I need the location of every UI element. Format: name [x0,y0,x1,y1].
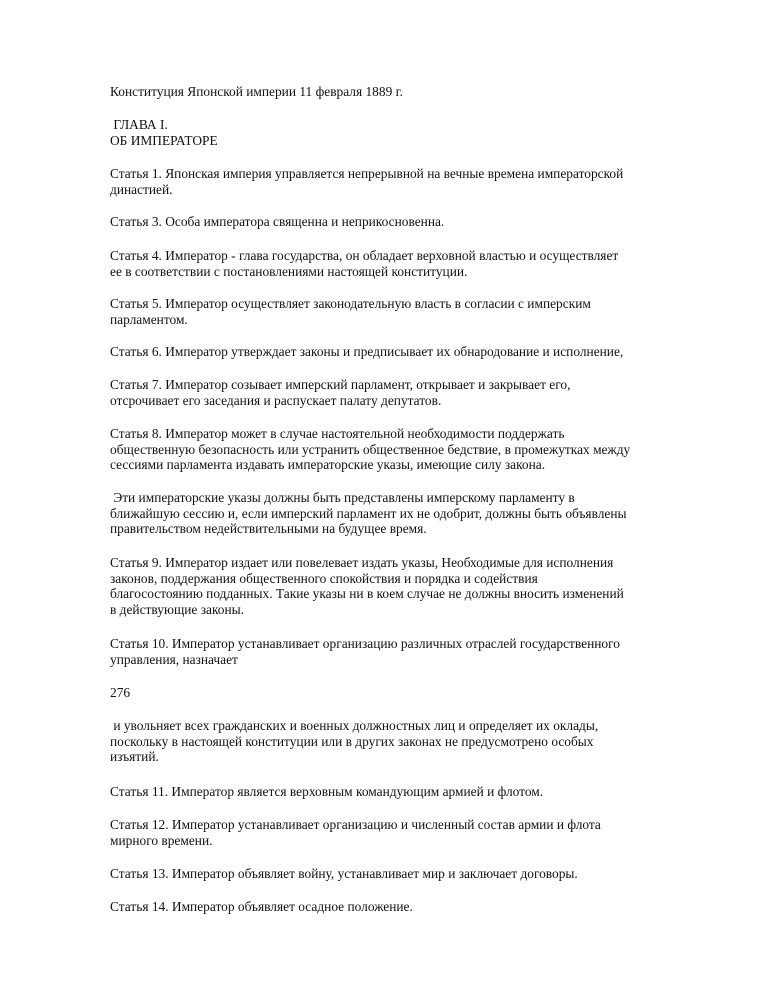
article-11: Статья 11. Император является верховным командующим армией и флотом. [110,784,544,799]
article-4: Статья 4. Император - глава государства, он обладает верховной властью и осуществляет ее в соответствии с постановлениями настоящей конституции. [110,248,619,279]
article-5: Статья 5. Император осуществляет законодательную власть в согласии с имперским парламентом. [110,296,591,327]
chapter-number: ГЛАВА I. [110,117,168,132]
article-10-continuation: и увольняет всех гражданских и военных должностных лиц и определяет их оклады, поскольку в настоящей конституции или в других законах не предусмотрено особых изъятий. [110,718,599,765]
article-7: Статья 7. Император созывает имперский парламент, открывает и закрывает его, отсрочивает его заседания и распускает палату депутатов. [110,377,571,408]
article-8-continuation: Эти императорские указы должны быть представлены имперскому парламенту в ближайшую сессию и, если имперский парламент их не одобрит, должны быть объявлены правительством недействительными на будущее время. [110,490,627,537]
article-13: Статья 13. Император объявляет войну, устанавливает мир и заключает договоры. [110,866,578,881]
article-1: Статья 1. Японская империя управляется непрерывной на вечные времена императорской династией. [110,166,624,197]
chapter-heading [110,117,730,148]
article-12: Статья 12. Император устанавливает организацию и численный состав армии и флота мирного времени. [110,817,601,848]
document-title: Конституция Японской империи 11 февраля 1889 г. [110,84,403,99]
article-14: Статья 14. Император объявляет осадное положение. [110,899,413,914]
chapter-title: ОБ ИМПЕРАТОРЕ [110,132,218,148]
article-9: Статья 9. Император издает или повелевает издать указы, Необходимые для исполнения законов, поддержания общественного спокойствия и порядка и содействия благосостоянию подданных. Такие указы ни в коем случае не должны вносить изменений в действующие законы. [110,555,624,617]
article-8: Статья 8. Император может в случае настоятельной необходимости поддержать общественную безопасность или устранить общественное бедствие, в промежутках между сессиями парламента издавать императорские указы, имеющие силу закона. [110,426,631,473]
article-6: Статья 6. Император утверждает законы и предписывает их обнародование и исполнение, [110,344,624,359]
article-10: Статья 10. Император устанавливает организацию различных отраслей государственного управления, назначает [110,636,620,667]
article-3: Статья 3. Особа императора священна и неприкосновенна. [110,214,445,229]
page-number: 276 [110,685,131,700]
